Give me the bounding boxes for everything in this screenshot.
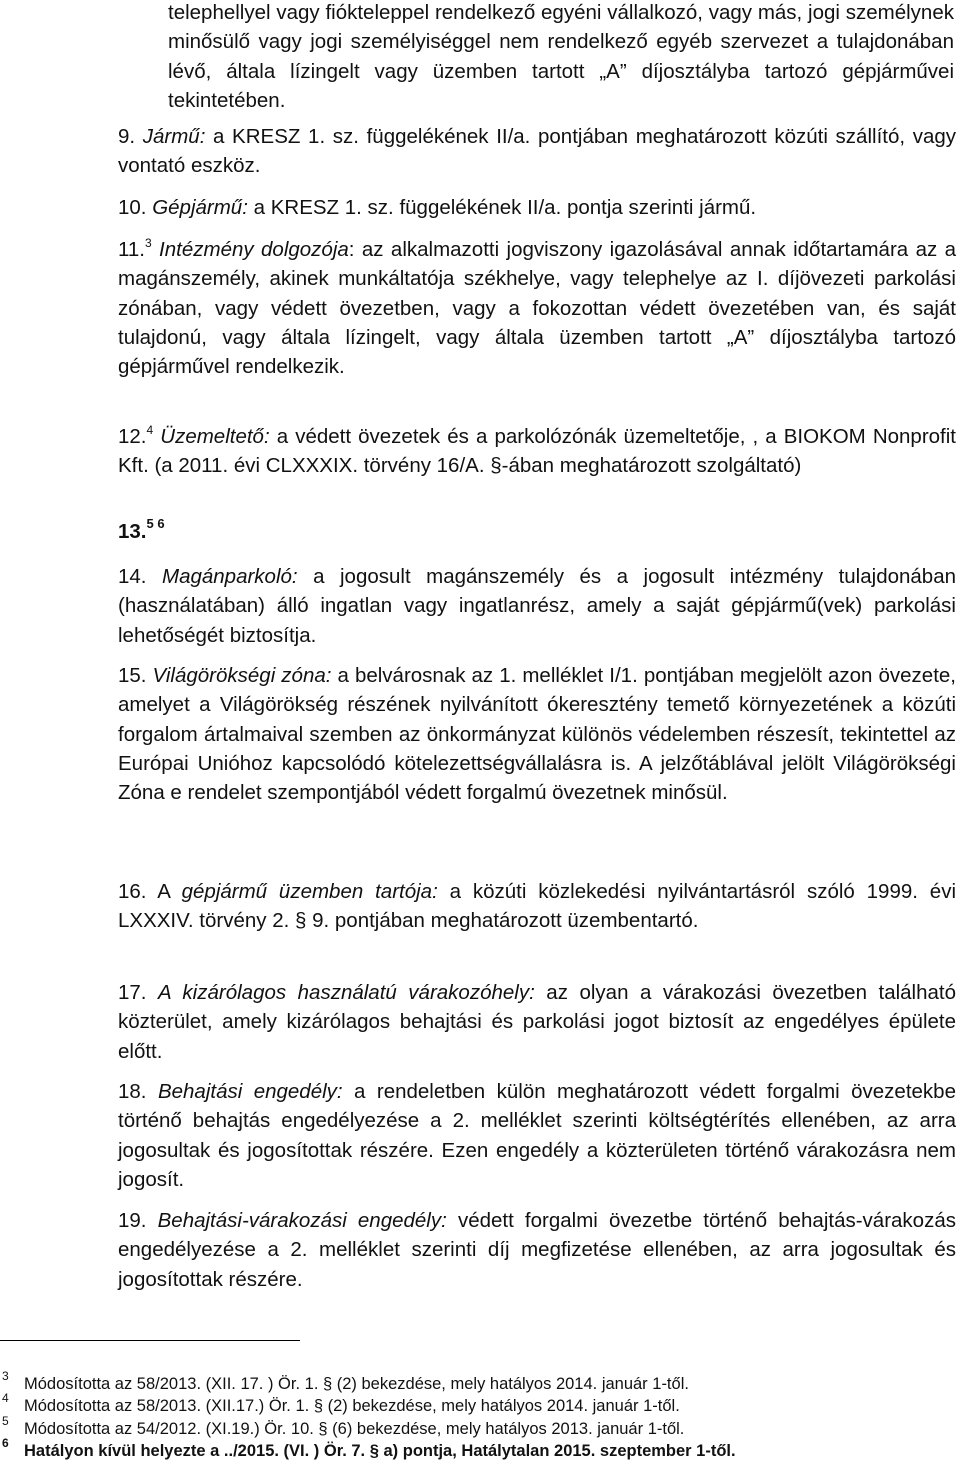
footnote-separator [0,1340,300,1341]
text: a KRESZ 1. sz. függelékének II/a. pontja szerinti jármű. [247,196,757,219]
text: a rendeletben külön meghatározott védett forgalmi övezetekbe történő behajtás engedélyezése a 2. melléklet szerinti költségtérítés ellenében, az arra jogosultak és jogosítottak részére. Ezen engedély a közterületen történő várakozásra nem jogosít. [118,1080,956,1191]
item-number: 10. [118,196,153,219]
footnote-number: 6 [2,1436,9,1450]
definition-12 [118,422,956,481]
footnote-refs: 5 6 [146,516,165,531]
definition-14 [118,562,956,650]
footnote-ref: 3 [144,236,152,250]
text: a védett övezetek és a parkolózónák üzemeltetője, , a BIOKOM Nonprofit Kft. (a 2011. évi CLXXXIX. törvény 16/A. §-ában meghatározott szolgáltató) [118,425,957,478]
footnote-number: 5 [2,1414,9,1428]
item-number: 18. [118,1080,158,1103]
footnote-text: Módosította az 58/2013. (XII.17.) Ör. 1. § (2) bekezdése, mely hatályos 2014. január 1-től. [24,1397,680,1415]
text: a közúti közlekedési nyilvántartásról szóló 1999. évi LXXXIV. törvény 2. § 9. pontjában meghatározott üzembentartó. [118,880,956,933]
footnote-text: Módosította az 54/2012. (XI.19.) Ör. 10. § (6) bekezdése, mely hatályos 2013. január 1-től. [24,1420,685,1438]
definition-13 [118,516,165,544]
term: Intézmény dolgozója [151,238,349,261]
definition-15 [118,661,956,807]
term: Jármű: [142,125,206,148]
term: A kizárólagos használatú várakozóhely: [158,981,535,1004]
definition-16 [118,877,956,936]
item-number: 19. [118,1209,158,1232]
definition-17 [118,978,956,1066]
text: a belvárosnak az 1. melléklet I/1. pontjában megjelölt azon övezete, amelyet a Világörökség részének nyilvánított ókeresztény temető környezetének a közúti forgalom ártalmaival szemben az önkormányzat különös védelemben részesít, tekintettel az Európai Unióhoz kapcsolódó kötelezettségvállalásra is. A jelzőtáblával jelölt Világörökségi Zóna e rendelet szempontjából védett forgalmú övezetnek minősül. [118,664,956,805]
definition-8-continuation [168,0,954,115]
term: Világörökségi zóna: [152,664,332,687]
item-number: 15. [118,664,153,687]
definition-11 [118,235,956,381]
term: gépjármű üzemben tartója: [181,880,438,903]
footnote-text: Hatályon kívül helyezte a ../2015. (VI. ) Ör. 7. § a) pontja, Hatálytalan 2015. szeptember 1-től. [24,1442,736,1460]
text: védett forgalmi övezetbe történő behajtás-várakozás engedélyezése a 2. melléklet szerinti díj megfizetése ellenében, az arra jogosultak és jogosítottak részére. [118,1209,956,1291]
item-number: 11. [118,238,145,261]
item-number: 9. [118,125,143,148]
item-number: 14. [118,565,162,588]
item-number: 13. [118,520,147,543]
text: a KRESZ 1. sz. függelékének II/a. pontjában meghatározott közúti szállító, vagy vontató eszköz. [118,125,956,178]
term: Behajtási engedély: [157,1080,343,1103]
item-number: 16. A [118,880,182,903]
footnote-number: 3 [2,1369,9,1383]
term: Behajtási-várakozási engedély: [157,1209,447,1232]
item-number: 17. [118,981,159,1004]
text: a jogosult magánszemély és a jogosult intézmény tulajdonában (használatában) álló ingatlan vagy ingatlanrész, amely a saját gépjármű(vek) parkolási lehetőségét biztosítja. [118,565,957,647]
definition-9 [118,122,956,181]
footnote-ref: 4 [146,423,154,437]
term: Gépjármű: [152,196,248,219]
item-number: 12. [118,425,147,448]
text: az olyan a várakozási övezetben található közterület, amely kizárólagos behajtási és parkolási jogot biztosít az engedélyes épülete előtt. [118,981,956,1063]
term: Üzemeltető: [153,425,270,448]
definition-19 [118,1206,956,1294]
term: Magánparkoló: [162,565,298,588]
definition-18 [118,1077,956,1194]
text: : az alkalmazotti jogviszony igazolásával annak időtartamára az a magánszemély, akinek munkáltatója székhelye, vagy telephelye az I. díjövezeti parkolási zónában, vagy védett övezetben, vagy a fokozottan védett övezetében van, és saját tulajdonú, vagy általa lízingelt, vagy általa üzemben tartott „A” díjosztályba tartozó gépjárművel rendelkezik. [118,238,957,379]
footnote-number: 4 [2,1391,9,1405]
text: telephellyel vagy fiókteleppel rendelkező egyéni vállalkozó, vagy más, jogi személynek minősülő vagy jogi személyiséggel nem rendelkező egyéb szervezet a tulajdonában lévő, általa lízingelt vagy üzemben tartott „A” díjosztályba tartozó gépjárművei tekintetében. [168,1,954,112]
definition-10 [118,193,956,222]
footnote-text: Módosította az 58/2013. (XII. 17. ) Ör. 1. § (2) bekezdése, mely hatályos 2014. január 1-től. [24,1375,689,1393]
